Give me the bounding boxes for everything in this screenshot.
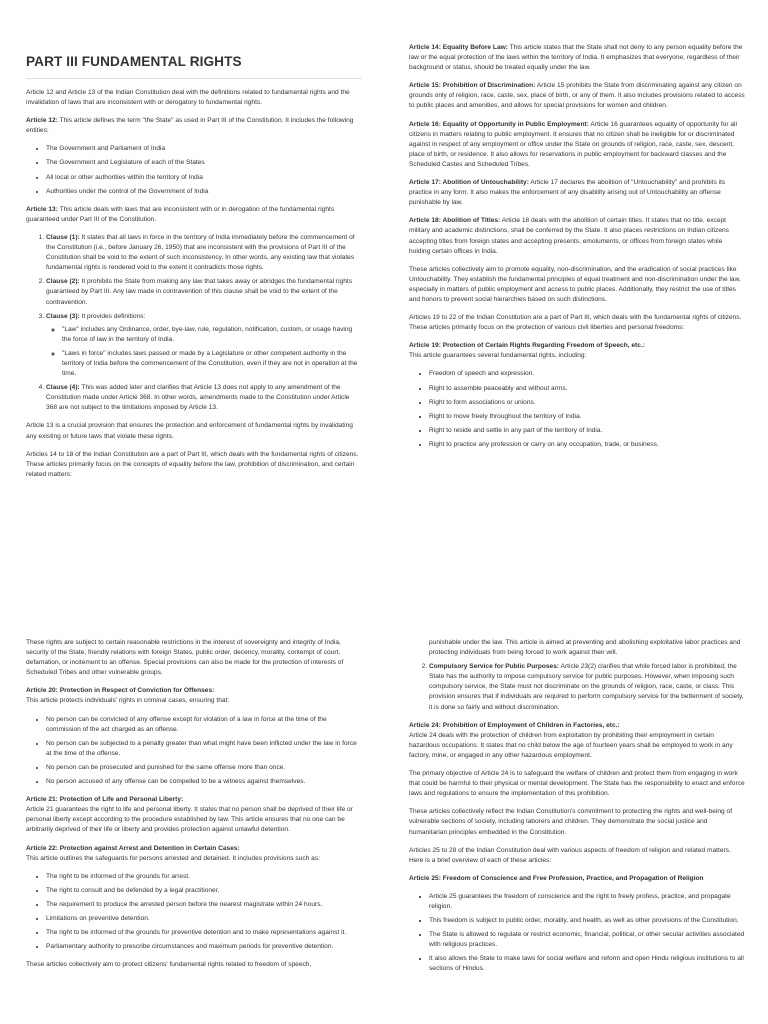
list-item: • Parliamentary authority to prescribe circumstances and maximum periods for preventive detention. [46,942,362,952]
page1-right-column [409,43,745,458]
article-24-heading: Article 24: Prohibition of Employment of Children in Factories, etc.: [409,721,620,729]
list-item: • The Government and Parliament of India [46,144,362,154]
restrictions-paragraph: These rights are subject to certain reasonable restrictions in the interest of sovereignty and integrity of India, security of the State, friendly relations with foreign States, public order, decency, morality, contempt of court, defamation, or incitement to an offense. Special provisions can also be made for the protection of interests of Scheduled Tribes and other vulnerable groups. [26,639,344,677]
article-23-item-2 [429,662,745,712]
article-13-text: This article deals with laws that are inconsistent with or in derogation of the fundamental rights guaranteed under Part III of the Constitution. [26,205,335,223]
article-15-label: Article 15: Prohibition of Discrimination: [409,82,536,90]
list-item: • The requirement to produce the arrested person before the nearest magistrate within 24 hours. [46,900,362,910]
articles-14-18-intro: Articles 14 to 18 of the Indian Constitution are a part of Part III, which deals with the fundamental rights of citizens. These articles primarily focus on the concepts of equality before the law, prohibition of discrimination, and certain related matters: [26,450,359,478]
clause-4-text: This was added later and clarifies that Article 13 does not apply to any amendment of the Constitution made under Article 368. In other words, amendments made to the Constitution under Article 368 are not subject to the limitations imposed by Article 13. [46,384,350,412]
article-21-label [26,795,362,805]
article-17-label: Article 17: Abolition of Untouchability: [409,179,529,187]
list-item: ◦ "Laws in force" includes laws passed or made by a Legislature or other competent authority in the territory of India before the commencement of the Constitution, even if they are not in operation at the time. [62,349,362,379]
article-13-summary: Article 13 is a crucial provision that ensures the protection and enforcement of fundamental rights by invalidating any existing or future laws that violate these rights. [26,422,353,440]
clause-3-definitions [46,325,362,379]
article-22-list [26,872,362,953]
article-20-list [26,715,362,788]
list-item: • The right to consult and be defended by a legal practitioner. [46,886,362,896]
page2-right-column [409,638,745,983]
list-item: • Right to assemble peaceably and without arms. [429,384,745,394]
article-25-heading: Article 25: Freedom of Conscience and Free Profession, Practice, and Propagation of Religion [409,874,704,882]
article-16-label: Article 16: Equality of Opportunity in Public Employment: [409,120,589,128]
article-13-paragraph [26,205,362,225]
clause-3-text: It provides definitions: [79,312,146,320]
article-19-heading: Article 19: Protection of Certain Rights Regarding Freedom of Speech, etc.: [409,342,645,350]
article-23-item-2-label: Compulsory Service for Public Purposes: [429,663,560,671]
list-item: • No person can be prosecuted and punished for the same offense more than once. [46,763,362,773]
article-22-label [26,844,362,854]
list-item: ◦ "Law" includes any Ordinance, order, bye-law, rule, regulation, notification, custom, or usage having the force of law in the territory of India. [62,325,362,345]
article-18-paragraph [409,216,745,256]
clause-4 [46,383,362,413]
articles-23-24-summary: These articles collectively reflect the Indian Constitution's commitment to protecting the rights and well-being of vulnerable sections of society, including laborers and children. They demonstrate the social justice and humanitarian principles embedded in the Constitution. [409,808,733,836]
page1-left-column [26,54,362,488]
article-16-paragraph [409,120,745,170]
article-20-text: This article protects individuals' rights in criminal cases, ensuring that: [26,697,230,705]
clause-3-label: Clause (3): [46,312,80,320]
article-24-objective: The primary objective of Article 24 is to safeguard the welfare of children and protect them from engaging in work that could be harmful to their physical or mental development. The State has the responsibility to enact and enforce laws and regulations to ensure the implementation of this prohibition. [409,770,745,798]
clause-2-label: Clause (2): [46,278,80,286]
page-title: PART III FUNDAMENTAL RIGHTS [26,54,362,79]
article-22-text: This article outlines the safeguards for persons arrested and detained. It includes provisions such as: [26,854,320,862]
article-23-item-2-text: Article 23(2) clarifies that while forced labor is prohibited, the State has the authority to impose compulsory service for public purposes. However, when imposing such compulsory service, the State must not discriminate on the grounds of religion, race, caste, or class. This provision ensures that if individuals are required to perform compulsory service for the betterment of society, it is done so fairly and without discrimination. [429,663,744,711]
article-24-label [409,721,745,731]
list-item: • Authorities under the control of the Government of India [46,187,362,197]
list-item: • All local or other authorities within the territory of India [46,173,362,183]
article-20-heading: Article 20: Protection in Respect of Conviction for Offenses: [26,687,215,695]
article-17-text: Article 17 declares the abolition of "Untouchability" and prohibits its practice in any form. It also makes the enforcement of any disability arising out of Untouchability an offense punishable by law. [409,179,726,207]
article-12-text: This article defines the term "the State" as used in Part III of the Constitution. It includes the following entities: [26,117,354,135]
article-15-paragraph [409,81,745,111]
article-13-clauses [26,233,362,414]
document-page-2 [0,608,768,1024]
article-21-text: Article 21 guarantees the right to life and personal liberty. It states that no person shall be deprived of their life or personal liberty except according to the procedure established by law. This article ensures that no one can be arbitrarily deprived of their life or liberty and provides protection against unlawful detention. [26,806,353,834]
article-23-list [409,638,745,713]
articles-14-18-summary: These articles collectively aim to promote equality, non-discrimination, and the eradication of social practices like Untouchability. They establish the fundamental principles of equal treatment and non-discrimination under the law, especially in matters of public employment and access to public places. Additionally, they restrict the use of titles and honors to prevent social hierarchies based on such distinctions. [409,265,741,303]
clause-3 [46,312,362,380]
article-14-paragraph [409,43,745,73]
clause-2 [46,277,362,307]
list-item: • The right to be informed of the grounds for arrest. [46,872,362,882]
clause-1 [46,233,362,273]
article-21-heading: Article 21: Protection of Life and Personal Liberty: [26,796,184,804]
list-item: • No person can be subjected to a penalty greater than what might have been inflicted under the law in force at the time of the offense. [46,739,362,759]
list-item: • Right to reside and settle in any part of the territory of India. [429,426,745,436]
page-separator [0,572,768,608]
articles-19-22-summary: These articles collectively aim to protect citizens' fundamental rights related to freedom of speech, [26,961,312,969]
article-12-label: Article 12: [26,117,58,125]
articles-19-22-intro: Articles 19 to 22 of the Indian Constitution are a part of Part III, which deals with the fundamental rights of citizens. These articles primarily focus on the protection of various civil liberties and personal freedoms: [409,314,742,332]
articles-25-28-intro: Articles 25 to 28 of the Indian Constitution deal with various aspects of freedom of religion and related matters. Here is a brief overview of each of these articles: [409,846,731,864]
list-item: • Article 25 guarantees the freedom of conscience and the right to freely profess, practice, and propagate religion. [429,892,745,912]
list-item: • It also allows the State to make laws for social welfare and reform and open Hindu religious institutions to all sections of Hindus. [429,954,745,974]
clause-1-text: It states that all laws in force in the territory of India immediately before the commencement of the Constitution (i.e., before January 26, 1950) that are inconsistent with the provisions of Part III of the Constitution shall be void to the extent of such inconsistency. In other words, any existing law that violates fundamental rights is rendered void to the extent it contradicts those rights. [46,233,355,272]
article-14-text: This article states that the State shall not deny to any person equality before the law or the equal protection of the laws within the territory of India. It emphasizes that everyone, regardless of their background or status, should be treated equally under the law. [409,44,743,72]
article-20-label [26,686,362,696]
list-item: • No person accused of any offense can be compelled to be a witness against themselves. [46,777,362,787]
intro-paragraph: Article 12 and Article 13 of the Indian Constitution deal with the definitions related to fundamental rights and the invalidation of laws that are inconsistent with or derogatory to fundamental rights. [26,89,350,107]
article-25-label [409,874,745,884]
article-24-text: Article 24 deals with the protection of children from exploitation by prohibiting their employment in certain hazardous occupations. It states that no child below the age of fourteen years shall be employed to work in any factory, mine, or engaged in any other hazardous employment. [409,731,733,759]
list-item: • The right to be informed of the grounds for preventive detention and to make representations against it. [46,928,362,938]
article-12-list [26,144,362,196]
article-12-paragraph [26,116,362,136]
list-item: • This freedom is subject to public order, morality, and health, as well as other provisions of the Constitution. [429,916,745,926]
clause-1-label: Clause (1): [46,233,80,241]
list-item: • Right to move freely throughout the territory of India. [429,412,745,422]
article-17-paragraph [409,178,745,208]
list-item: • The State is allowed to regulate or restrict economic, financial, political, or other secular activities associated with religious practices. [429,930,745,950]
article-23-item-1: punishable under the law. This article is aimed at preventing and abolishing exploitative labor practices and protecting individuals from being forced to work against their will. [429,639,741,657]
list-item: • Right to practice any profession or carry on any occupation, trade, or business. [429,440,745,450]
article-19-list [409,369,745,450]
article-19-text: This article guarantees several fundamental rights, including: [409,352,587,360]
article-13-label: Article 13: [26,205,58,213]
article-18-text: Article 18 deals with the abolition of certain titles. It states that no title, except military and academic distinctions, shall be conferred by the State. It also places restrictions on Indian citizens accepting titles from foreign states and accepting presents, emoluments, or offices from foreign states while holding certain offices in India. [409,217,729,255]
clause-4-label: Clause (4): [46,384,80,392]
article-16-text: Article 16 guarantees equality of opportunity for all citizens in matters relating to public employment. It ensures that no citizen shall be ineligible for or discriminated against in respect of any employment or office under the State on grounds of religion, race, caste, sex, descent, place of birth, or residence. It also allows for reservations in public employment for backward classes and the Scheduled Castes and Scheduled Tribes. [409,120,737,168]
article-22-heading: Article 22: Protection against Arrest and Detention in Certain Cases: [26,844,240,852]
page2-left-column [26,638,362,978]
article-14-label: Article 14: Equality Before Law: [409,44,508,51]
list-item: • Freedom of speech and expression. [429,369,745,379]
article-19-label [409,341,745,351]
article-18-label: Article 18: Abolition of Titles: [409,217,501,225]
article-15-text: Article 15 prohibits the State from discriminating against any citizen on grounds only of religion, race, caste, sex, place of birth, or any of them. It also includes provisions related to access to public places and amenities, and allows for special provisions for women and children. [409,82,745,110]
list-item: • No person can be convicted of any offense except for violation of a law in force at the time of the commission of the act charged as an offense. [46,715,362,735]
list-item: • Right to form associations or unions. [429,398,745,408]
list-item: • The Government and Legislature of each of the States [46,158,362,168]
article-25-list [409,892,745,975]
list-item: • Limitations on preventive detention. [46,914,362,924]
clause-2-text: It prohibits the State from making any law that takes away or abridges the fundamental rights guaranteed by Part III. Any law made in contravention of this clause shall be void to the extent of the contravention. [46,278,353,306]
